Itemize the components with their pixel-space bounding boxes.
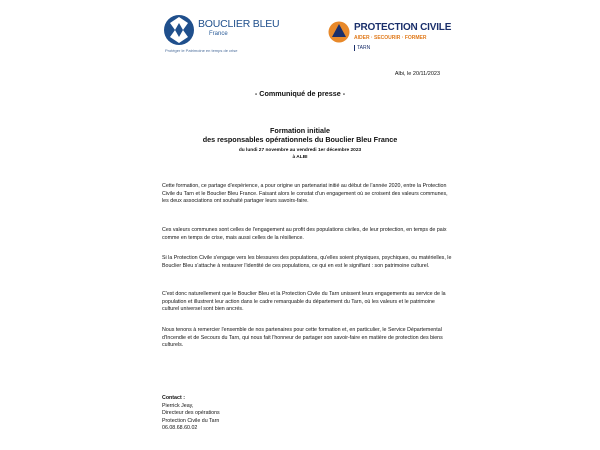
body-paragraph: Si la Protection Civile s'engage vers les blessures des populations, qu'elles soient physiques, psychiques, ou matérielles, le Bouclier Bleu s'attache à restaurer l'identité de ces populations, ce qui en est le signifiant : son patrimoine culturel.: [162, 255, 452, 269]
title-line-2: des responsables opérationnels du Bouclier Bleu France: [202, 135, 398, 144]
civil-protection-triangle-icon: [328, 20, 350, 44]
contact-phone: 06.08.68.60.02: [162, 425, 198, 432]
bouclier-bleu-country: France: [209, 31, 228, 37]
protection-civile-logo: [328, 20, 468, 56]
document-date: Albi, le 20/11/2023: [394, 71, 440, 77]
contact-block: [162, 395, 220, 433]
contact-role: Directeur des opérations: [162, 410, 220, 417]
contact-name: Pierrick Jeay,: [162, 402, 194, 409]
press-release-heading: - Communiqué de presse -: [254, 89, 346, 98]
contact-label: Contact :: [162, 395, 185, 401]
title-line-1: Formation initiale: [270, 126, 330, 135]
protection-civile-motto: AIDER · SECOURIR · FORMER: [354, 35, 427, 41]
protection-civile-dept: TARN: [354, 45, 370, 51]
body-paragraph: Ces valeurs communes sont celles de l'engagement au profit des populations civiles, de leur protection, en temps de paix comme en temps de crise, mais aussi celles de la résilience.: [162, 227, 447, 241]
bouclier-bleu-tagline: Protéger le Patrimoine en temps de crise: [165, 48, 238, 53]
blue-shield-emblem-icon: [163, 14, 195, 46]
contact-organization: Protection Civile du Tarn: [162, 417, 220, 424]
document-title: [0, 126, 600, 144]
bouclier-bleu-name: BOUCLIER BLEU: [198, 18, 280, 30]
body-paragraph: C'est donc naturellement que le Bouclier Bleu et la Protection Civile du Tarn unissent leurs engagements au service de la population et illustrent leur action dans le cadre remarquable du département du Tarn, où les valeurs et le patrimoine culturel universel sont bien ancrés.: [162, 291, 446, 313]
protection-civile-name: PROTECTION CIVILE: [354, 22, 452, 33]
event-location: à ALBI: [292, 154, 308, 160]
body-paragraph: Cette formation, ce partage d'expérience, a pour origine un partenariat initié au début de l'année 2020, entre la Protection Civile du Tarn et le Bouclier Bleu France. Faisant alors le constat d'un engagement où se croisent des valeurs communes, les deux associations ont souhaité partager leurs savoirs-faire.: [162, 183, 448, 205]
event-dates-line: du lundi 27 novembre au vendredi 1er décembre 2023: [238, 148, 362, 153]
bouclier-bleu-logo: [163, 14, 303, 54]
body-paragraph: Nous tenons à remercier l'ensemble de nos partenaires pour cette formation et, en particulier, le Service Départemental d'Incendie et de Secours du Tarn, qui nous fait l'honneur de partager son savoir-faire en matière de protection des biens culturels.: [162, 327, 443, 349]
event-dates: [0, 148, 600, 161]
